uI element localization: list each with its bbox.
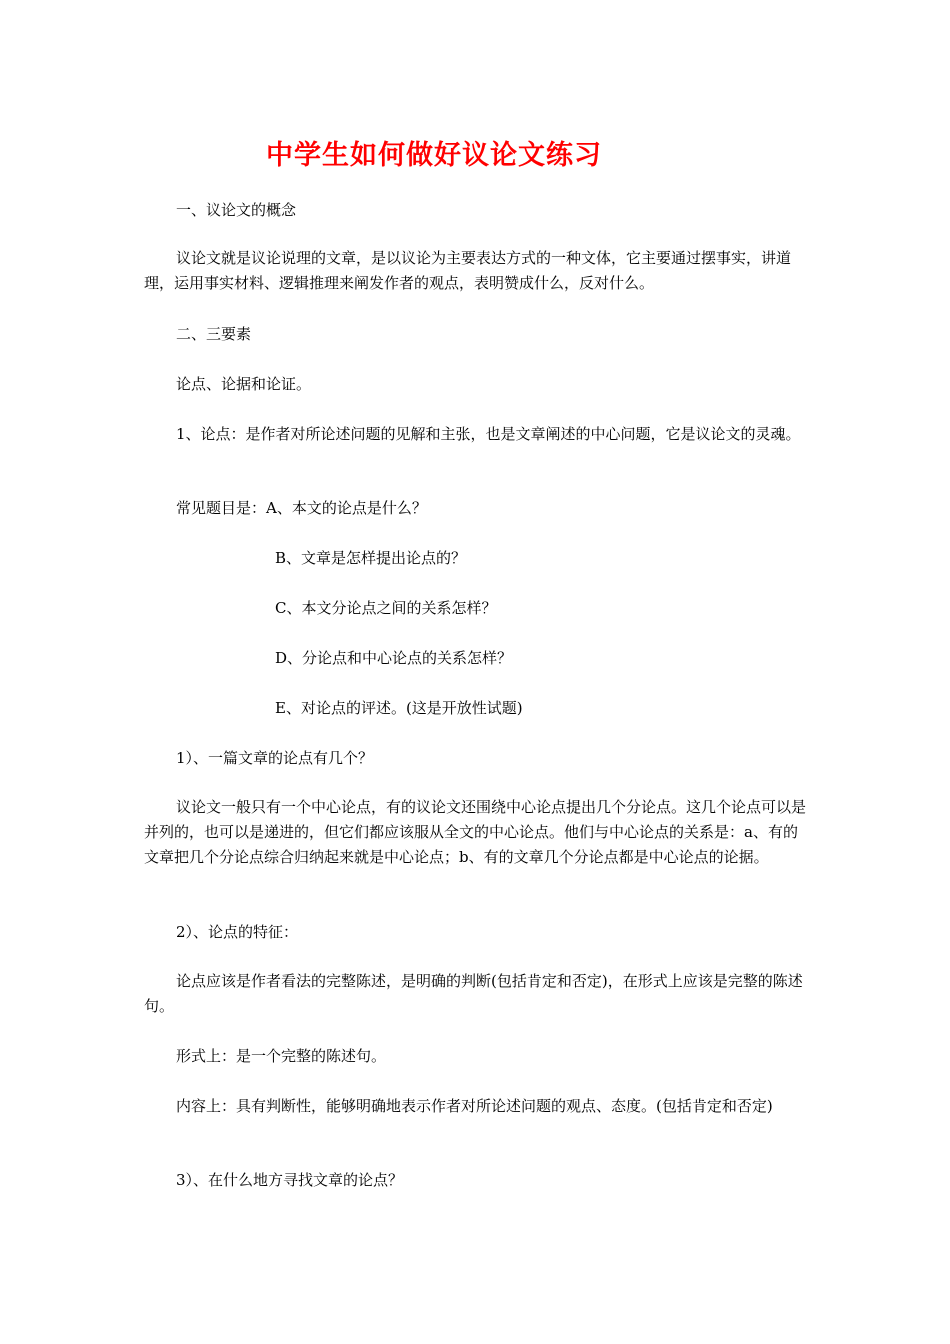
- section-heading-concept: 一、议论文的概念: [176, 201, 297, 219]
- paragraph-content: 内容上：具有判断性，能够明确地表示作者对所论述问题的观点、态度。(包括肯定和否定): [176, 1097, 773, 1115]
- subheading-thesis-features: 2）、论点的特征：: [176, 923, 299, 941]
- paragraph-concept: 议论文就是议论说理的文章，是以议论为主要表达方式的一种文体，它主要通过摆事实，讲道理，运用事实材料、逻辑推理来阐发作者的观点，表明赞成什么，反对什么。: [144, 249, 792, 292]
- question-item-b: B、文章是怎样提出论点的？: [275, 549, 467, 567]
- document-title: 中学生如何做好议论文练习: [266, 140, 602, 171]
- question-item-d: D、分论点和中心论点的关系怎样？: [275, 649, 513, 667]
- paragraph-thesis-features: 论点应该是作者看法的完整陈述，是明确的判断(包括肯定和否定)，在形式上应该是完整的陈述句。: [144, 972, 803, 1015]
- section-heading-elements: 二、三要素: [176, 325, 252, 343]
- paragraph-form: 形式上：是一个完整的陈述句。: [176, 1047, 387, 1065]
- question-item-c: C、本文分论点之间的关系怎样？: [275, 599, 497, 617]
- question-item-e: E、对论点的评述。(这是开放性试题): [275, 699, 523, 717]
- question-item-a: 常见题目是：A、本文的论点是什么？: [176, 499, 427, 517]
- paragraph-thesis-count: 议论文一般只有一个中心论点，有的议论文还围绕中心论点提出几个分论点。这几个论点可以是并列的，也可以是递进的，但它们都应该服从全文的中心论点。他们与中心论点的关系是：a、有的文章把几个分论点综合归纳起来就是中心论点；b、有的文章几个分论点都是中心论点的论据。: [144, 798, 807, 866]
- paragraph-elements: 论点、论据和论证。: [176, 375, 312, 393]
- subheading-thesis-count: 1）、一篇文章的论点有几个？: [176, 749, 374, 767]
- paragraph-thesis-definition: 1、论点：是作者对所论述问题的见解和主张，也是文章阐述的中心问题，它是议论文的灵魂。: [176, 425, 801, 443]
- subheading-find-thesis: 3）、在什么地方寻找文章的论点？: [176, 1171, 404, 1189]
